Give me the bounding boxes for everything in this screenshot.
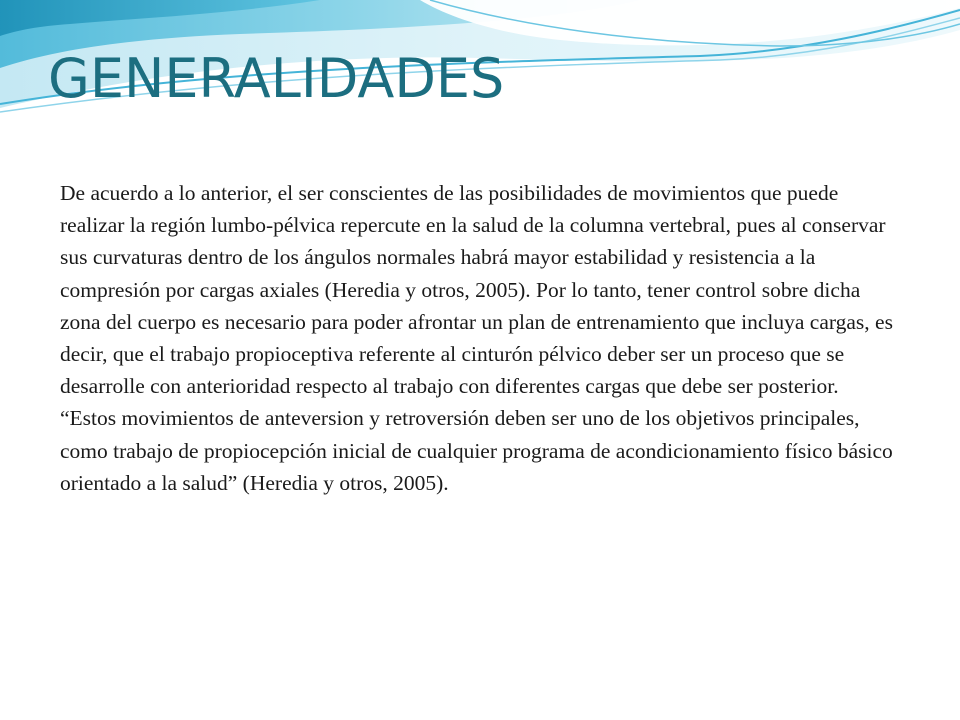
slide-title: GENERALIDADES (48, 47, 505, 110)
slide-body-text: De acuerdo a lo anterior, el ser conscientes de las posibilidades de movimientos que puede realizar la región lumbo-pélvica repercute en la salud de la columna vertebral, pues al conservar sus curvaturas dentro de los ángulos normales habrá mayor estabilidad y resistencia a la compresión por cargas axiales (Heredia y otros, 2005). Por lo tanto, tener control sobre dicha zona del cuerpo es necesario para poder afrontar un plan de entrenamiento que incluya cargas, es decir, que el trabajo propioceptiva referente al cinturón pélvico deber ser un proceso que se desarrolle con anterioridad respecto al trabajo con diferentes cargas que debe ser posterior. “Estos movimientos de anteversion y retroversión deben ser uno de los objetivos principales, como trabajo de propiocepción inicial de cualquier programa de acondicionamiento físico básico orientado a la salud” (Heredia y otros, 2005). (60, 181, 893, 495)
